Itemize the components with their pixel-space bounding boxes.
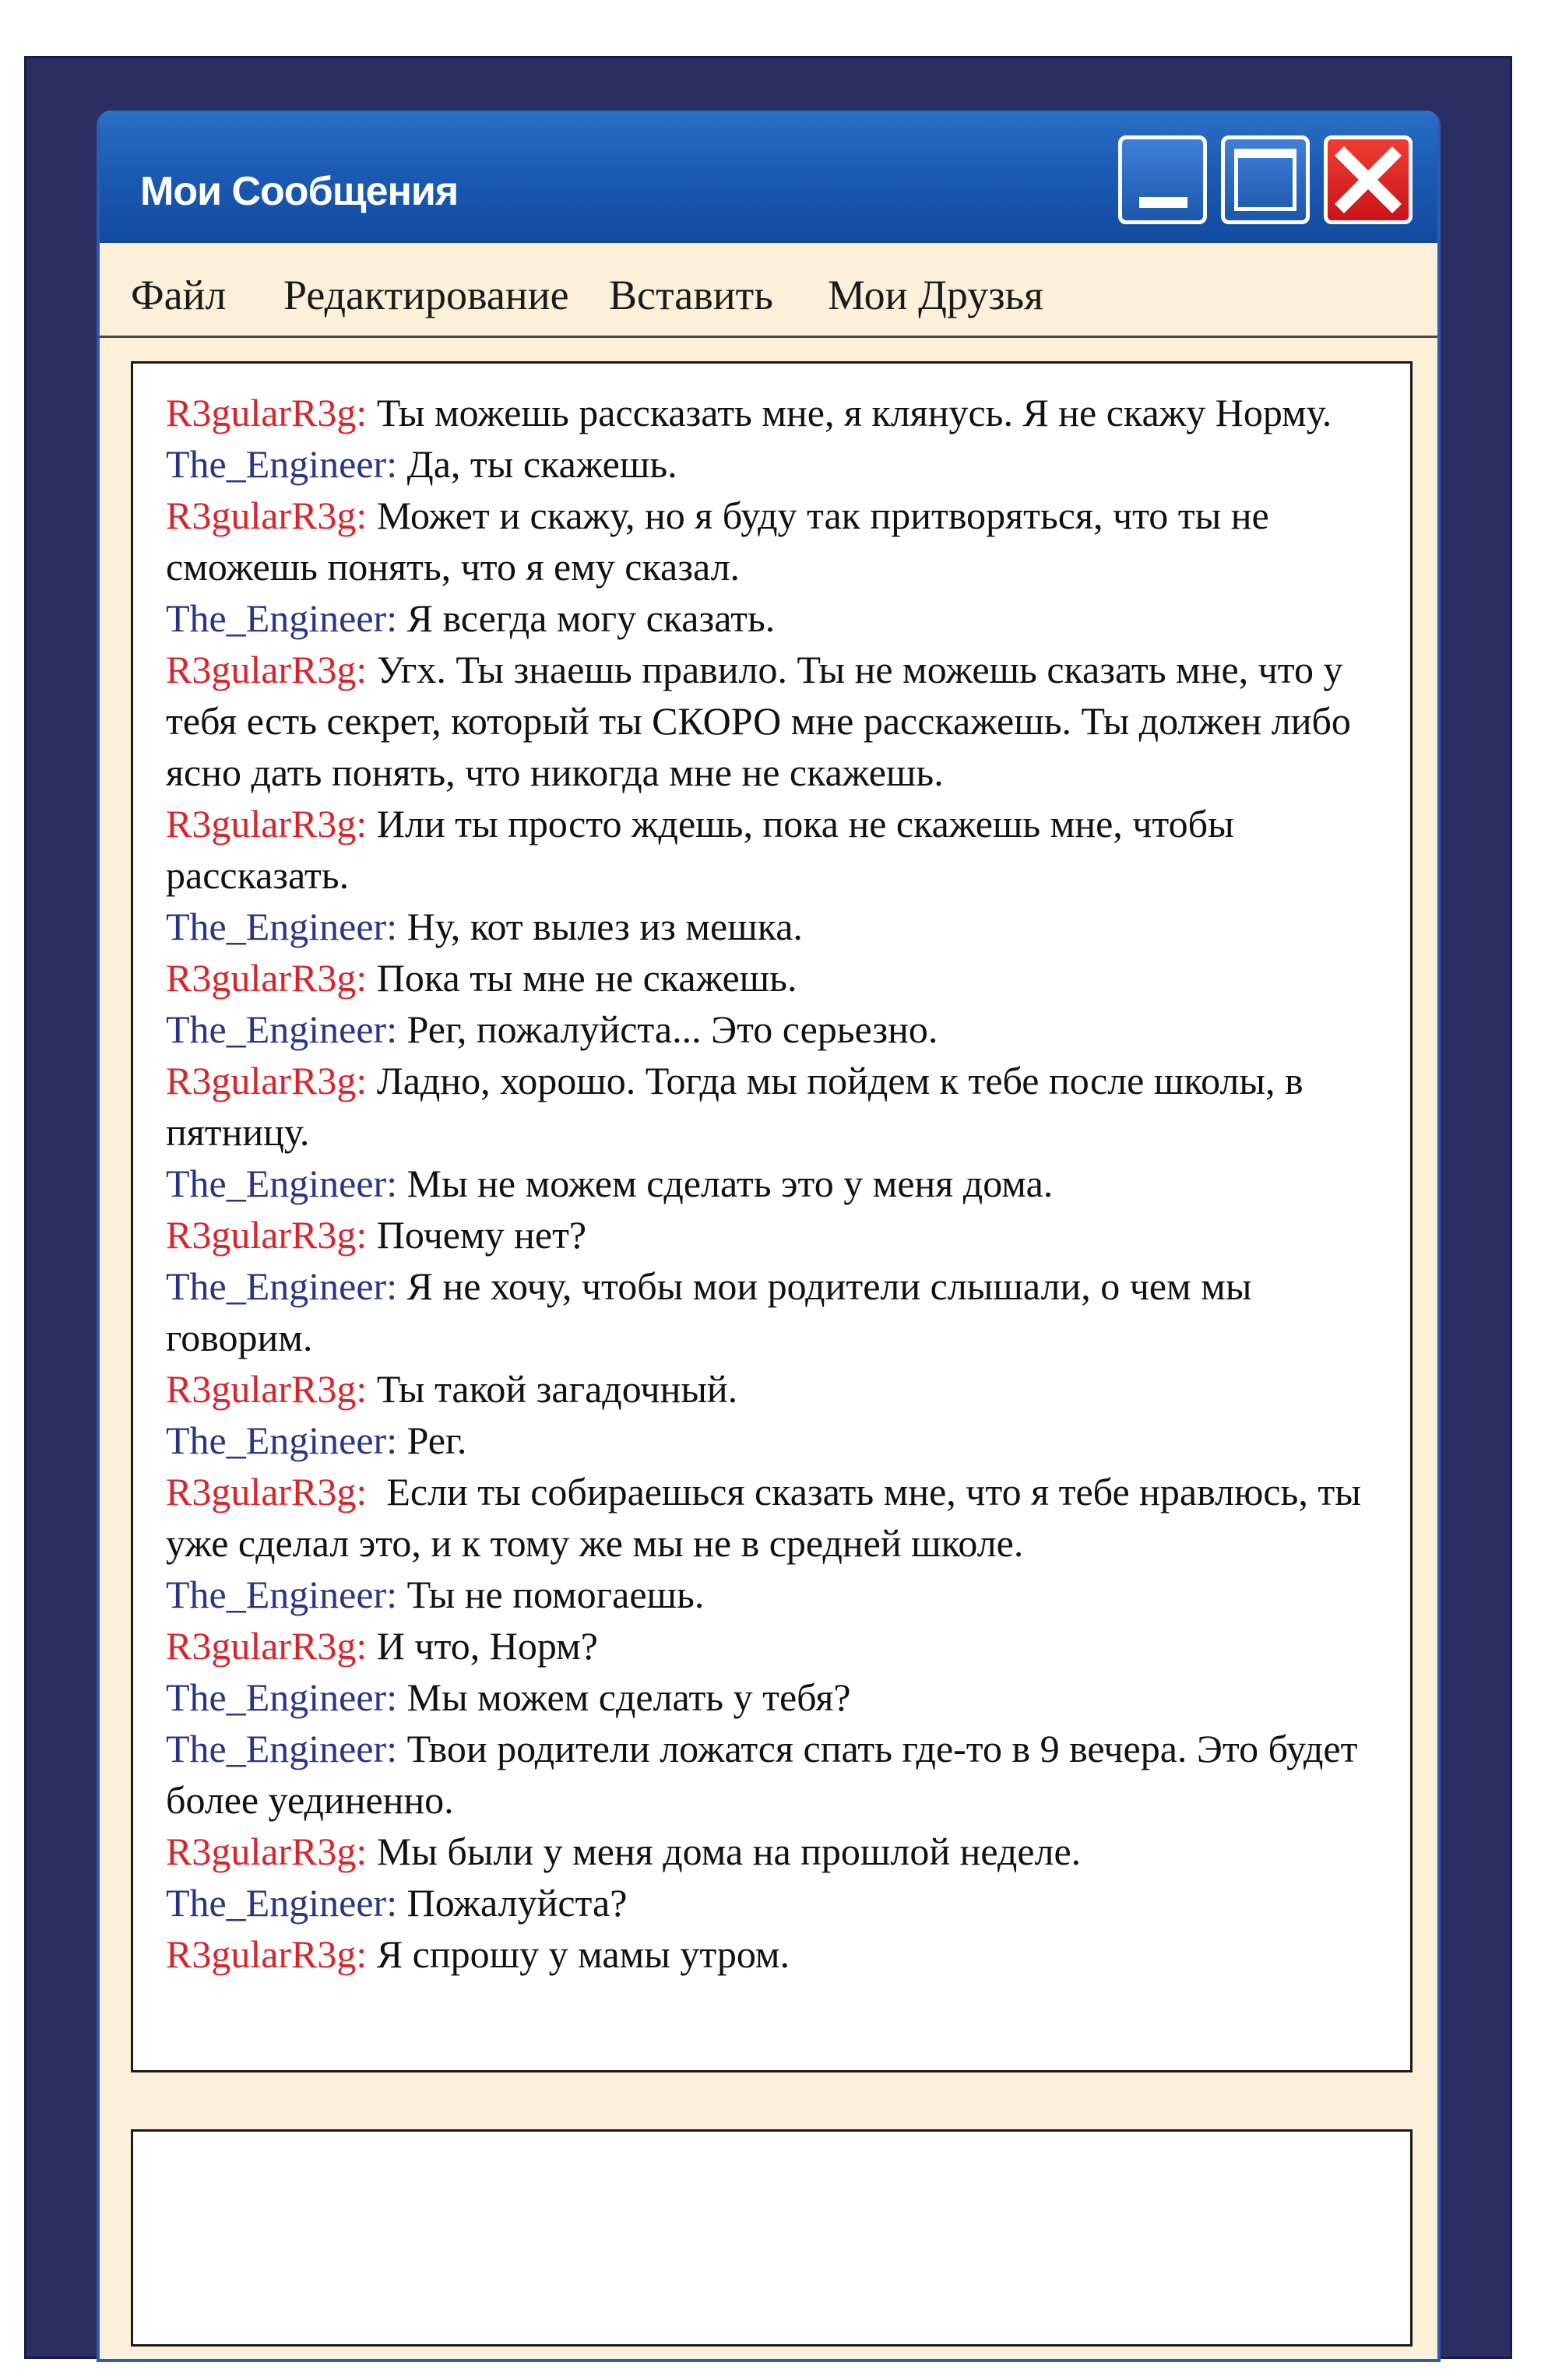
chat-message bbox=[166, 387, 1385, 438]
chat-message bbox=[166, 1569, 1385, 1620]
message-text: Ладно, хорошо. Тогда мы пойдем к тебе после школы, в пятницу. bbox=[166, 1059, 1314, 1154]
message-text: Ты такой загадочный. bbox=[367, 1367, 738, 1411]
close-button[interactable] bbox=[1324, 135, 1413, 224]
message-text: Мы можем сделать у тебя? bbox=[397, 1675, 851, 1719]
message-text: Почему нет? bbox=[367, 1213, 587, 1257]
message-text: Рег. bbox=[397, 1419, 467, 1462]
chat-message bbox=[166, 901, 1385, 952]
message-text: Мы не можем сделать это у меня дома. bbox=[397, 1162, 1054, 1205]
chat-message bbox=[166, 644, 1385, 798]
message-username: R3gularR3g: bbox=[166, 1624, 368, 1668]
maximize-icon bbox=[1234, 149, 1296, 211]
menu-item-file[interactable]: Файл bbox=[131, 272, 227, 318]
message-username: The_Engineer: bbox=[166, 1162, 398, 1205]
menu-item-insert[interactable]: Вставить bbox=[609, 272, 773, 318]
message-username: The_Engineer: bbox=[166, 442, 398, 486]
menu-bar bbox=[100, 243, 1437, 338]
message-text: Твои родители ложатся спать где-то в 9 вечера. Это будет более уединенно. bbox=[166, 1727, 1367, 1822]
message-username: R3gularR3g: bbox=[166, 1213, 368, 1257]
chat-message bbox=[166, 798, 1385, 901]
message-text: Я не хочу, чтобы мои родители слышали, о чем мы говорим. bbox=[166, 1264, 1261, 1359]
message-username: R3gularR3g: bbox=[166, 1470, 368, 1513]
message-input[interactable] bbox=[131, 2129, 1413, 2347]
message-username: The_Engineer: bbox=[166, 905, 398, 948]
message-text: Или ты просто ждешь, пока не скажешь мне, чтобы рассказать. bbox=[166, 802, 1244, 897]
chat-message bbox=[166, 1004, 1385, 1055]
message-username: The_Engineer: bbox=[166, 1573, 398, 1616]
chat-message bbox=[166, 1723, 1385, 1826]
message-text: Пока ты мне не скажешь. bbox=[367, 956, 797, 1000]
chat-message bbox=[166, 1209, 1385, 1260]
message-text: Если ты собираешься сказать мне, что я тебе нравлюсь, ты уже сделал это, и к тому же мы не в средней школе. bbox=[166, 1470, 1371, 1565]
minimize-button[interactable] bbox=[1118, 135, 1207, 224]
chat-message bbox=[166, 1672, 1385, 1723]
message-username: R3gularR3g: bbox=[166, 1367, 368, 1411]
maximize-button[interactable] bbox=[1221, 135, 1310, 224]
message-username: The_Engineer: bbox=[166, 1727, 398, 1770]
close-icon bbox=[1335, 146, 1402, 213]
chat-message bbox=[166, 1466, 1385, 1569]
message-username: R3gularR3g: bbox=[166, 1059, 368, 1102]
chat-message bbox=[166, 1158, 1385, 1209]
chat-message bbox=[166, 438, 1385, 490]
chat-message bbox=[166, 1415, 1385, 1466]
menu-item-my-friends[interactable]: Мои Друзья bbox=[828, 272, 1043, 318]
message-text: Рег, пожалуйста... Это серьезно. bbox=[397, 1007, 938, 1051]
chat-message bbox=[166, 1877, 1385, 1928]
chat-message bbox=[166, 1620, 1385, 1672]
message-text: Да, ты скажешь. bbox=[397, 442, 677, 486]
message-username: The_Engineer: bbox=[166, 596, 398, 640]
menu-item-edit[interactable]: Редактирование bbox=[283, 272, 569, 318]
chat-message bbox=[166, 490, 1385, 592]
messenger-window bbox=[97, 111, 1441, 2362]
message-text: Я всегда могу сказать. bbox=[397, 596, 776, 640]
message-text: Я спрошу у мамы утром. bbox=[367, 1932, 790, 1976]
message-username: R3gularR3g: bbox=[166, 1830, 368, 1873]
chat-message bbox=[166, 592, 1385, 644]
message-username: R3gularR3g: bbox=[166, 956, 368, 1000]
chat-message bbox=[166, 952, 1385, 1004]
message-username: The_Engineer: bbox=[166, 1007, 398, 1051]
message-username: R3gularR3g: bbox=[166, 1932, 368, 1976]
message-text: Пожалуйста? bbox=[397, 1881, 628, 1925]
chat-message bbox=[166, 1260, 1385, 1363]
message-username: The_Engineer: bbox=[166, 1419, 398, 1462]
window-title: Мои Сообщения bbox=[140, 169, 459, 214]
message-username: The_Engineer: bbox=[166, 1881, 398, 1925]
chat-message bbox=[166, 1363, 1385, 1415]
message-text: Мы были у меня дома на прошлой неделе. bbox=[367, 1830, 1082, 1873]
message-username: R3gularR3g: bbox=[166, 391, 368, 434]
chat-message bbox=[166, 1826, 1385, 1877]
message-text: Угх. Ты знаешь правило. Ты не можешь сказать мне, что у тебя есть секрет, который ты СКОРО мне расскажешь. Ты должен либо ясно дать понять, что никогда мне не скажешь. bbox=[166, 648, 1361, 794]
message-text: И что, Норм? bbox=[367, 1624, 598, 1668]
message-text: Ты не помогаешь. bbox=[397, 1573, 705, 1616]
message-username: R3gularR3g: bbox=[166, 648, 368, 691]
message-username: R3gularR3g: bbox=[166, 494, 368, 537]
message-username: R3gularR3g: bbox=[166, 802, 368, 845]
chat-message bbox=[166, 1928, 1385, 1980]
chat-message bbox=[166, 1055, 1385, 1158]
message-text: Ну, кот вылез из мешка. bbox=[397, 905, 803, 948]
title-bar[interactable] bbox=[100, 111, 1437, 243]
message-text: Может и скажу, но я буду так притворяться, что ты не сможешь понять, что я ему сказал. bbox=[166, 494, 1279, 589]
message-text: Ты можешь рассказать мне, я клянусь. Я не скажу Норму. bbox=[367, 391, 1332, 434]
message-username: The_Engineer: bbox=[166, 1675, 398, 1719]
message-username: The_Engineer: bbox=[166, 1264, 398, 1308]
minimize-icon bbox=[1139, 197, 1187, 208]
chat-history[interactable] bbox=[131, 361, 1413, 2072]
